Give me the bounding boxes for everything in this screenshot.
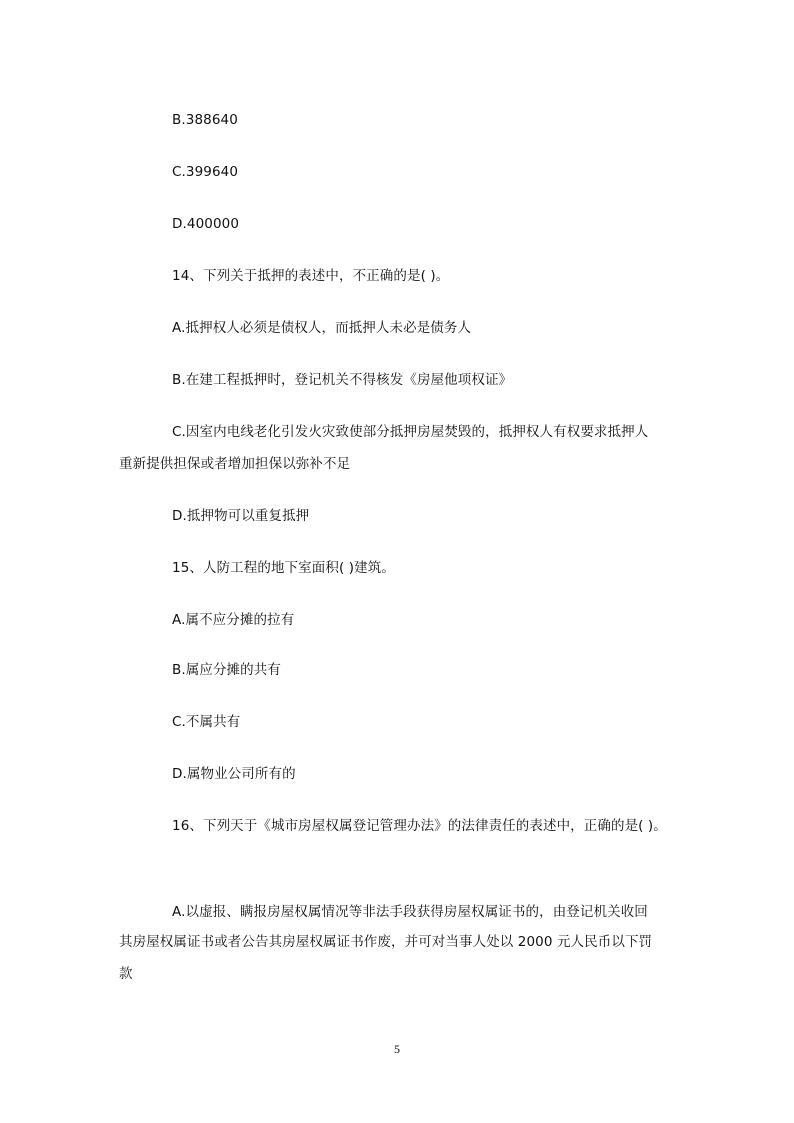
option-a-q16-line3: 款 (119, 966, 133, 982)
option-b-q15: B.属应分摊的共有 (172, 662, 281, 678)
question-14: 14、下列关于抵押的表述中，不正确的是( )。 (172, 268, 450, 284)
option-d-q15: D.属物业公司所有的 (172, 766, 296, 782)
question-15: 15、人防工程的地下室面积( )建筑。 (172, 560, 395, 576)
option-c-q14-line1: C.因室内电线老化引发火灾致使部分抵押房屋焚毁的，抵押权人有权要求抵押人 (172, 424, 649, 440)
option-d-q14: D.抵押物可以重复抵押 (172, 508, 310, 524)
option-a-q14: A.抵押权人必须是债权人，而抵押人未必是债务人 (172, 320, 472, 336)
option-b-q14: B.在建工程抵押时，登记机关不得核发《房屋他项权证》 (172, 372, 513, 388)
option-b-q13: B.388640 (172, 112, 238, 128)
option-a-q16-line1: A.以虚报、瞒报房屋权属情况等非法手段获得房屋权属证书的，由登记机关收回 (172, 904, 648, 920)
option-c-q14-line2: 重新提供担保或者增加担保以弥补不足 (119, 456, 351, 472)
option-c-q13: C.399640 (172, 164, 239, 180)
option-d-q13: D.400000 (172, 216, 240, 232)
option-a-q15: A.属不应分摊的拉有 (172, 612, 295, 628)
page-number: 5 (394, 1042, 400, 1056)
option-a-q16-line2: 其房屋权属证书或者公告其房屋权属证书作废，并可对当事人处以 2000 元人民币以下罚 (119, 934, 653, 950)
question-16: 16、下列天于《城市房屋权属登记管理办法》的法律责任的表述中，正确的是( )。 (172, 818, 667, 834)
option-c-q15: C.不属共有 (172, 714, 241, 730)
